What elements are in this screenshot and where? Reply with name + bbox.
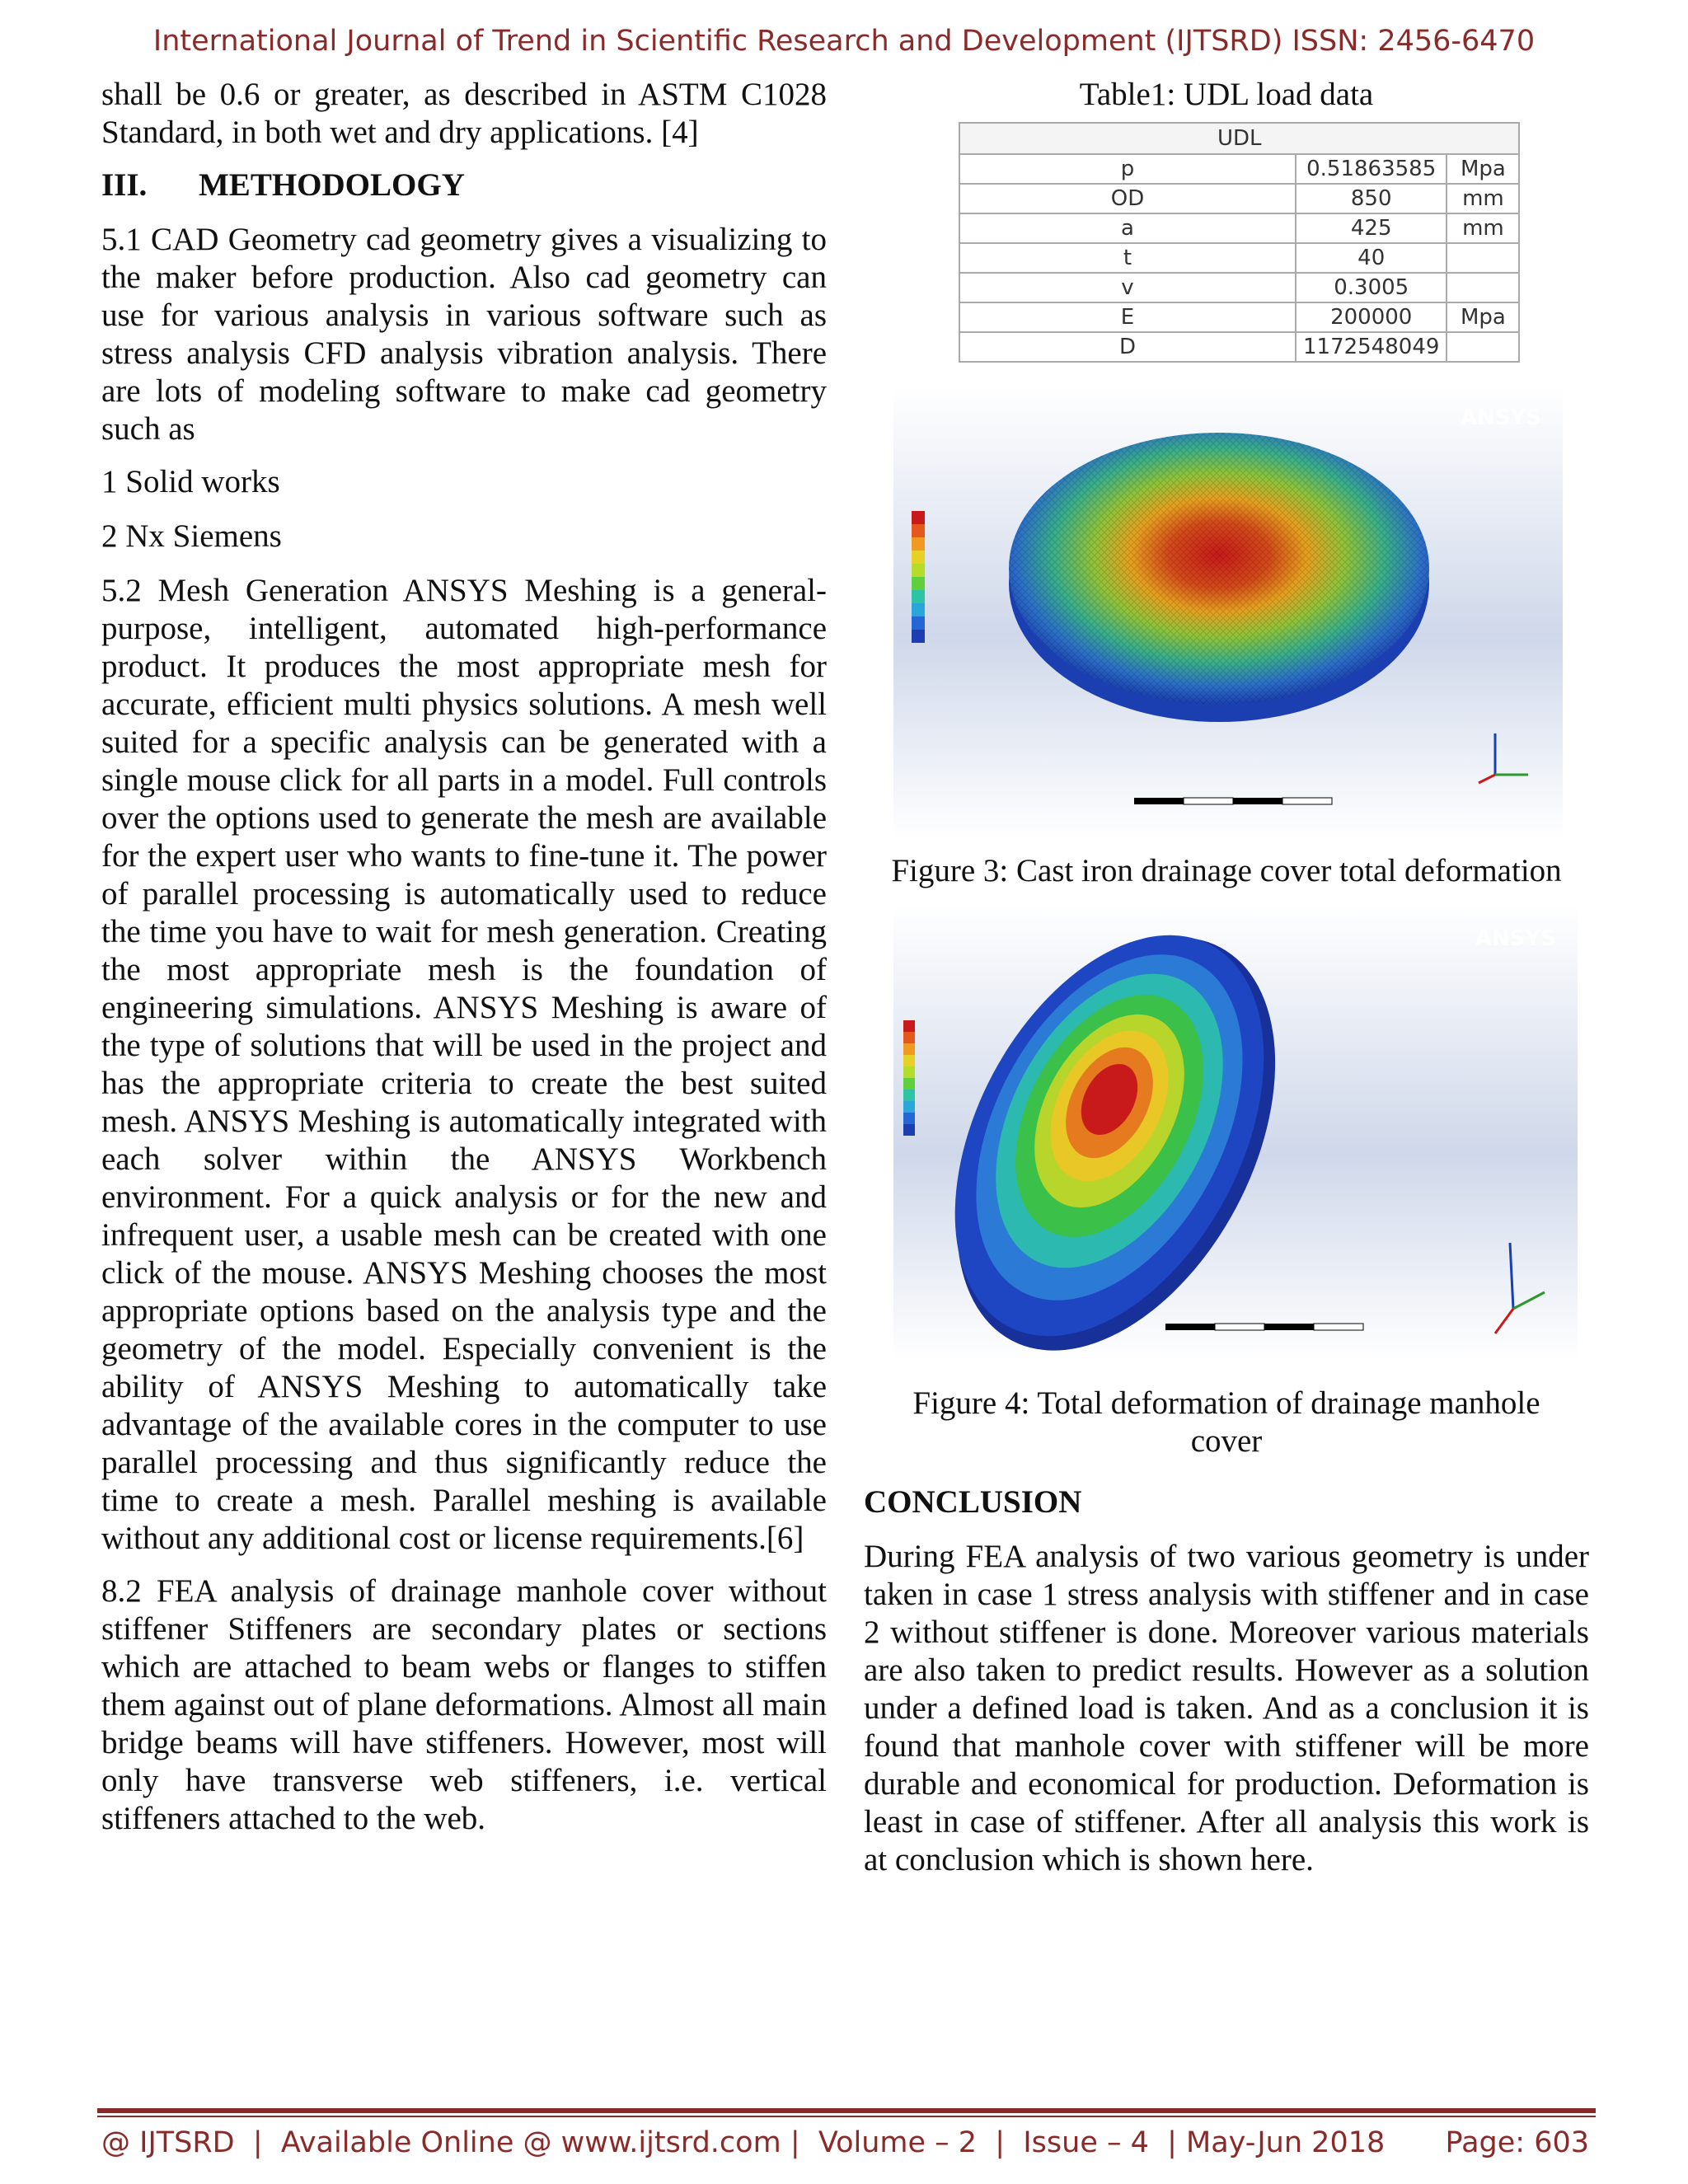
table-row — [959, 243, 1519, 273]
list-item: 1 Solid works — [101, 464, 280, 499]
section-heading — [101, 166, 827, 204]
table-cell: mm — [1447, 213, 1519, 243]
cad-paragraph: 5.1 CAD Geometry cad geometry gives a visualizing to the maker before production. Also cad geometry can use for various analysis in various software such as stress analysis CFD analysis vibration analysis. There are lots of modeling software to make cad geometry such as — [101, 222, 827, 447]
table-cell: v — [959, 273, 1296, 302]
page-footer — [101, 2126, 1589, 2159]
conclusion-heading: CONCLUSION — [864, 1484, 1082, 1520]
journal-header: International Journal of Trend in Scientific Research and Development (IJTSRD) ISSN: 2456-6470 — [152, 25, 1536, 58]
udl-table — [959, 122, 1520, 363]
list-item: 2 Nx Siemens — [101, 518, 282, 554]
figure-4-image — [893, 905, 1578, 1360]
table-caption: Table1: UDL load data — [1079, 77, 1374, 112]
mesh-paragraph: 5.2 Mesh Generation ANSYS Meshing is a general-purpose, intelligent, automated high-performance product. It produces the most appropriate mesh for accurate, efficient multi physics solutions. A mesh well suited for a specific analysis can be generated with a single mouse click for all parts in a model. Full controls over the options used to generate the mesh are available for the expert user who wants to fine-tune it. The power of parallel processing is automatically used to reduce the time you have to wait for mesh generation. Creating the most appropriate mesh is the foundation of engineering simulations. ANSYS Meshing is aware of the type of solutions that will be used in the project and has the appropriate criteria to create the best suited mesh. ANSYS Meshing is automatically integrated with each solver within the ANSYS Workbench environment. For a quick analysis or for the new and infrequent user, a usable mesh can be created with one click of the mouse. ANSYS Meshing chooses the most appropriate options based on the analysis type and the geometry of the model. Especially convenient is the ability of ANSYS Meshing to automatically take advantage of the available cores in the computer to use parallel processing and thus significantly reduce the time to create a mesh. Parallel meshing is available without any additional cost or license requirements.[6] — [101, 573, 827, 1556]
ansys-logo: ANSYS — [1460, 405, 1541, 430]
table-cell: D — [959, 332, 1296, 362]
page-number: Page: 603 — [1445, 2126, 1589, 2159]
conclusion-paragraph: During FEA analysis of two various geometry is under taken in case 1 stress analysis with stiffener and in case 2 without stiffener is done. Moreover various materials are also taken to predict results. However as a solution under a defined load is taken. And as a conclusion it is found that manhole cover with stiffener will be more durable and economical for production. Deformation is least in case of stiffener. After all analysis this work is at conclusion which is shown here. — [864, 1539, 1589, 1877]
table-cell: 200000 — [1296, 302, 1447, 332]
table-cell: Mpa — [1447, 302, 1519, 332]
table-cell: 425 — [1296, 213, 1447, 243]
left-column — [101, 76, 827, 1853]
table-cell: 40 — [1296, 243, 1447, 273]
table-cell: t — [959, 243, 1296, 273]
footer-rule-thin — [97, 2116, 1596, 2117]
ansys-logo: ANSYS — [1475, 926, 1556, 951]
table-cell — [1447, 332, 1519, 362]
table-cell: p — [959, 154, 1296, 184]
table-cell — [1447, 273, 1519, 302]
table-row — [959, 154, 1519, 184]
table-cell: mm — [1447, 184, 1519, 213]
figure-3-caption: Figure 3: Cast iron drainage cover total deformation — [891, 853, 1562, 888]
section-number: III. — [101, 167, 148, 203]
table-header: UDL — [959, 123, 1519, 154]
table-row — [959, 213, 1519, 243]
table-cell: 0.51863585 — [1296, 154, 1447, 184]
table-cell: 850 — [1296, 184, 1447, 213]
table-row — [959, 302, 1519, 332]
table-row — [959, 273, 1519, 302]
figure-3-image — [893, 387, 1563, 839]
footer-info: @ IJTSRD | Available Online @ www.ijtsrd.com | Volume – 2 | Issue – 4 | May-Jun 2018 — [101, 2126, 1386, 2159]
table-cell: OD — [959, 184, 1296, 213]
table-row — [959, 332, 1519, 362]
table-cell: E — [959, 302, 1296, 332]
figure-4-caption: Figure 4: Total deformation of drainage manhole cover — [912, 1385, 1540, 1459]
table-cell: 1172548049 — [1296, 332, 1447, 362]
section-title: METHODOLOGY — [199, 167, 465, 203]
table-row — [959, 184, 1519, 213]
table-cell — [1447, 243, 1519, 273]
fea-paragraph: 8.2 FEA analysis of drainage manhole cover without stiffener Stiffeners are secondary plates or sections which are attached to beam webs or flanges to stiffen them against out of plane deformations. Almost all main bridge beams will have stiffeners. However, most will only have transverse web stiffeners, i.e. vertical stiffeners attached to the web. — [101, 1573, 827, 1836]
intro-paragraph: shall be 0.6 or greater, as described in ASTM C1028 Standard, in both wet and dry applications. [4] — [101, 77, 827, 150]
right-column — [864, 76, 1589, 1894]
table-cell: Mpa — [1447, 154, 1519, 184]
footer-rule — [97, 2108, 1596, 2113]
table-cell: a — [959, 213, 1296, 243]
table-cell: 0.3005 — [1296, 273, 1447, 302]
